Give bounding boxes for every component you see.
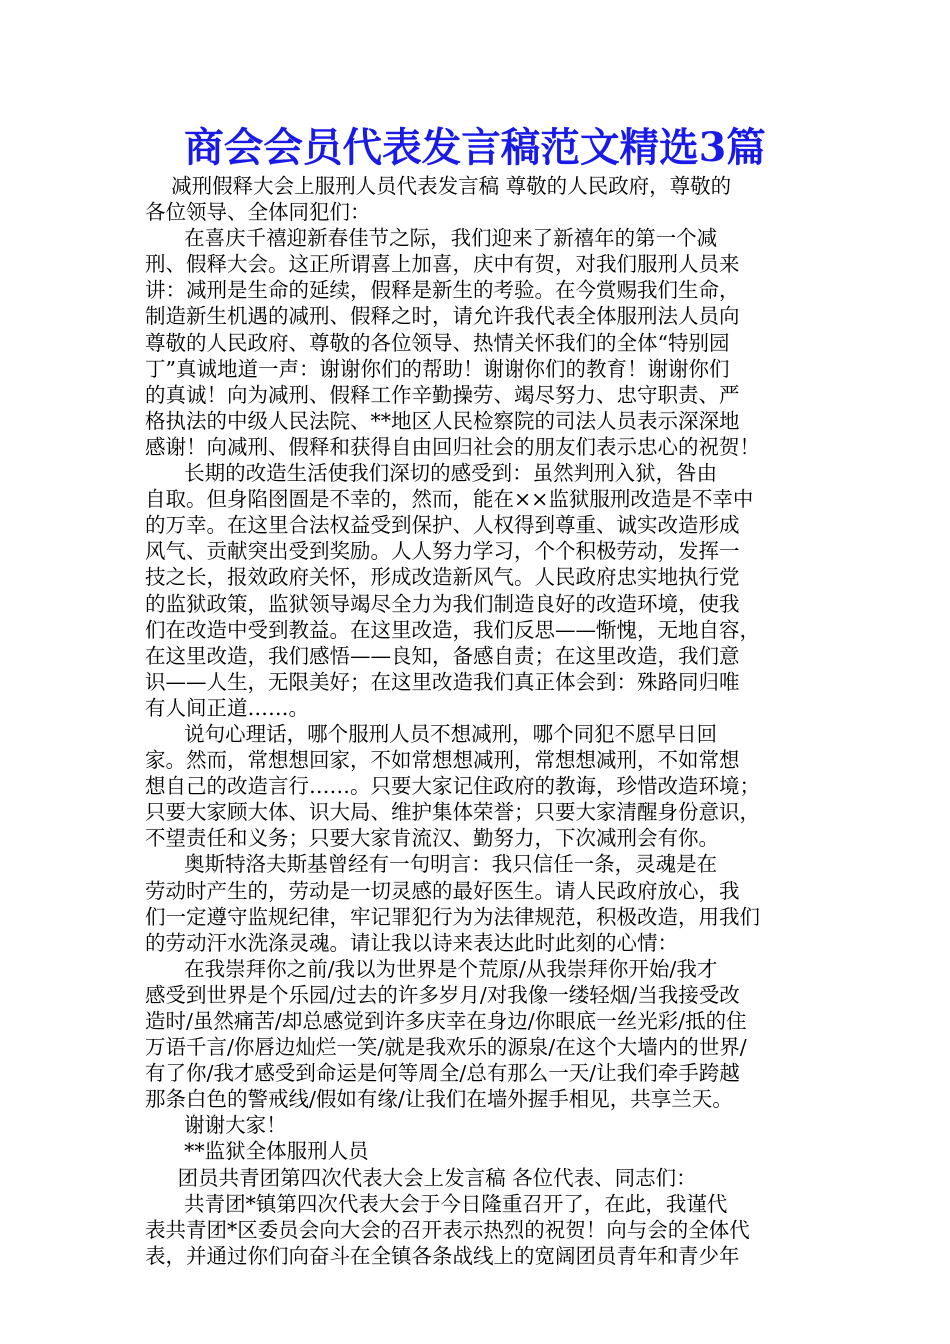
text-line: 那条白色的警戒线/假如有缘/让我们在墙外握手相见，共享兰天。 — [145, 1087, 733, 1112]
text-line: 丁”真诚地道一声：谢谢你们的帮助！谢谢你们的教育！谢谢你们 — [145, 356, 730, 381]
text-line: 们一定遵守监规纪律，牢记罪犯行为为法律规范，积极改造，用我们 — [145, 904, 760, 929]
text-line: 造时/虽然痛苦/却总感觉到许多庆幸在身边/你眼底一丝光彩/抵的住 — [145, 1009, 747, 1033]
text-line: 的万幸。在这里合法权益受到保护、人权得到尊重、诚实改造形成 — [145, 513, 740, 538]
text-line: 的真诚！向为减刑、假释工作辛勤操劳、竭尽努力、忠守职责、严 — [145, 382, 740, 407]
text-line: 想自己的改造言行……。只要大家记住政府的教诲，珍惜改造环境； — [145, 774, 760, 799]
text-line: 减刑假释大会上服刑人员代表发言稿 尊敬的人民政府，尊敬的 — [145, 174, 732, 198]
text-line: 讲：减刑是生命的延续，假释是新生的考验。在今赏赐我们生命， — [145, 278, 740, 303]
text-line: 的劳动汗水洗涤灵魂。请让我以诗来表达此时此刻的心情： — [145, 930, 678, 955]
text-line: 制造新生机遇的减刑、假释之时，请允许我代表全体服刑法人员向 — [145, 304, 740, 329]
text-line: 刑、假释大会。这正所谓喜上加喜，庆中有贺，对我们服刑人员来 — [145, 252, 740, 277]
text-line: 团员共青团第四次代表大会上发言稿 各位代表、同志们： — [145, 1165, 697, 1190]
text-line: 劳动时产生的，劳动是一切灵感的最好医生。请人民政府放心，我 — [145, 878, 740, 903]
text-line: 感受到世界是个乐园/过去的许多岁月/对我像一缕轻烟/当我接受改 — [145, 982, 740, 1007]
text-line: 表共青团*区委员会向大会的召开表示热烈的祝贺！向与会的全体代 — [145, 1217, 750, 1242]
text-line: 谢谢大家！ — [145, 1113, 287, 1138]
text-line: 家。然而，常想想回家，不如常想想减刑，常想想减刑，不如常想 — [145, 748, 740, 773]
text-line: 表，并通过你们向奋斗在全镇各条战线上的宽阔团员青年和青少年 — [145, 1243, 740, 1268]
text-line: 技之长，报效政府关怀，形成改造新风气。人民政府忠实地执行党 — [145, 565, 740, 590]
text-line: 奥斯特洛夫斯基曾经有一句明言：我只信任一条，灵魂是在 — [145, 852, 718, 877]
text-line: 感谢！向减刑、假释和获得自由回归社会的朋友们表示忠心的祝贺！ — [145, 434, 760, 459]
text-line: 在这里改造，我们感悟——良知，备感自责；在这里改造，我们意 — [145, 643, 740, 668]
document-body — [145, 173, 835, 1269]
text-line: 共青团*镇第四次代表大会于今日隆重召开了，在此，我谨代 — [145, 1191, 728, 1216]
text-line: 尊敬的人民政府、尊敬的各位领导、热情关怀我们的全体“特别园 — [145, 330, 730, 355]
text-line: 只要大家顾大体、识大局、维护集体荣誉；只要大家清醒身份意识， — [145, 800, 760, 825]
document-title: 商会会员代表发言稿范文精选3篇 — [184, 124, 766, 171]
text-line: 有了你/我才感受到命运是何等周全/总有那么一天/让我们牵手跨越 — [145, 1061, 740, 1086]
text-line: 识——人生，无限美好；在这里改造我们真正体会到：殊路同归唯 — [145, 669, 740, 694]
text-line: 格执法的中级人民法院、**地区人民检察院的司法人员表示深深地 — [145, 408, 740, 433]
text-line: 风气、贡献突出受到奖励。人人努力学习，个个积极劳动，发挥一 — [145, 539, 740, 564]
text-line: 万语千言/你唇边灿烂一笑/就是我欢乐的源泉/在这个大墙内的世界/ — [145, 1035, 747, 1060]
text-line: 在我崇拜你之前/我以为世界是个荒原/从我崇拜你开始/我才 — [145, 956, 718, 981]
text-line: 有人间正道……。 — [145, 695, 309, 720]
text-line: 不望责任和义务；只要大家肯流汉、勤努力，下次减刑会有你。 — [145, 826, 719, 851]
text-line: **监狱全体服刑人员 — [145, 1139, 369, 1164]
text-line: 自取。但身陷囹圄是不幸的，然而，能在××监狱服刑改造是不幸中 — [145, 487, 754, 512]
text-line: 的监狱政策，监狱领导竭尽全力为我们制造良好的改造环境，使我 — [145, 591, 740, 616]
text-line: 们在改造中受到教益。在这里改造，我们反思——惭愧，无地自容， — [145, 617, 760, 642]
text-line: 各位领导、全体同犯们： — [145, 200, 371, 225]
text-line: 长期的改造生活使我们深切的感受到：虽然判刑入狱，咎由 — [145, 461, 718, 486]
text-line: 在喜庆千禧迎新春佳节之际，我们迎来了新禧年的第一个减 — [145, 226, 718, 251]
text-line: 说句心理话，哪个服刑人员不想减刑，哪个同犯不愿早日回 — [145, 721, 718, 746]
